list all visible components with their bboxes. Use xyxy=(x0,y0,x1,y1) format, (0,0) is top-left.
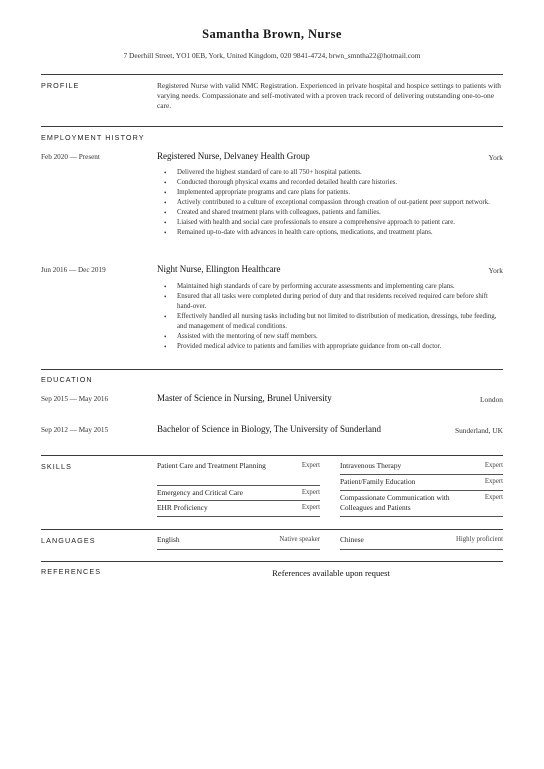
skill-underline xyxy=(340,474,503,475)
skill-name: Intravenous Therapy xyxy=(340,461,402,470)
language-level: Native speaker xyxy=(279,536,320,543)
skill-level: Expert xyxy=(301,462,320,469)
language-underline xyxy=(340,549,503,550)
section-label-employment: EMPLOYMENT HISTORY xyxy=(41,133,145,142)
language-level: Highly proficient xyxy=(455,536,503,543)
language-name: Chinese xyxy=(340,535,364,544)
list-item: • Conducted thorough physical exams and recorded detailed health care histories. xyxy=(157,178,505,188)
language-name: English xyxy=(157,535,180,544)
education-dates: Sep 2012 — May 2015 xyxy=(41,426,109,434)
list-item: • Assisted with the mentoring of new staff members. xyxy=(157,332,505,342)
section-divider xyxy=(41,529,503,530)
skill-name: Patient Care and Treatment Planning xyxy=(157,461,266,470)
section-divider xyxy=(41,74,503,75)
skill-level: Expert xyxy=(484,462,503,469)
skill-underline xyxy=(157,516,320,517)
list-item: • Provided medical advice to patients and families with appropriate guidance from on-call doctor. xyxy=(157,342,505,352)
job-title: Registered Nurse, Delvaney Health Group xyxy=(157,151,310,161)
skill-level: Expert xyxy=(484,478,503,485)
education-dates: Sep 2015 — May 2016 xyxy=(41,395,109,403)
list-item: • Implemented appropriate programs and care plans for patients. xyxy=(157,188,505,198)
list-item: • Delivered the highest standard of care to all 750+ hospital patients. xyxy=(157,168,505,178)
skill-underline xyxy=(340,516,503,517)
list-item: • Liaised with health and social care professionals to ensure a comprehensive approach to patient care. xyxy=(157,218,505,228)
section-label-skills: SKILLS xyxy=(41,462,72,471)
section-divider xyxy=(41,561,503,562)
job-dates: Feb 2020 — Present xyxy=(41,153,100,161)
education-location: London xyxy=(480,395,503,404)
skill-underline xyxy=(157,485,320,486)
job-title: Night Nurse, Ellington Healthcare xyxy=(157,264,281,274)
list-item: • Maintained high standards of care by performing accurate assessments and implementing care plans. xyxy=(157,282,505,292)
job-bullets xyxy=(157,168,505,238)
list-item: • Effectively handled all nursing tasks including but not limited to distribution of medication, dressings, tube feeding, and management of medical conditions. xyxy=(157,312,505,332)
section-divider xyxy=(41,455,503,456)
skill-level: Expert xyxy=(484,494,503,501)
skill-level: Expert xyxy=(301,504,320,511)
skill-name: Patient/Family Education xyxy=(340,477,416,486)
section-label-languages: LANGUAGES xyxy=(41,536,96,545)
skill-level: Expert xyxy=(301,489,320,496)
education-title: Bachelor of Science in Biology, The University of Sunderland xyxy=(157,424,381,434)
list-item: • Remained up-to-date with advances in health care options, medications, and treatment plans. xyxy=(157,228,505,238)
language-underline xyxy=(157,549,320,550)
education-title: Master of Science in Nursing, Brunel University xyxy=(157,393,332,403)
profile-summary: Registered Nurse with valid NMC Registration. Experienced in private hospital and hospice settings to patients with varying needs. Compassionate and self-motivated with a proven track record of delivering outstanding one-to-one care. xyxy=(157,81,502,111)
job-bullets xyxy=(157,282,505,352)
section-divider xyxy=(41,126,503,127)
list-item: • Actively contributed to a culture of exceptional compassion through creation of out-patient peer support network. xyxy=(157,198,505,208)
skill-name: Emergency and Critical Care xyxy=(157,488,243,497)
skill-name: Compassionate Communication with Colleagues and Patients xyxy=(340,493,450,513)
list-item: • Created and shared treatment plans with colleagues, patients and families. xyxy=(157,208,505,218)
contact-info: 7 Deerhill Street, YO1 0EB, York, United Kingdom, 020 9841-4724, brwn_smntha22@hotmail.com xyxy=(123,51,421,60)
job-location: York xyxy=(488,153,503,162)
skill-underline xyxy=(157,500,320,501)
job-dates: Jun 2016 — Dec 2019 xyxy=(41,266,106,274)
section-divider xyxy=(41,369,503,370)
job-location: York xyxy=(488,266,503,275)
section-label-education: EDUCATION xyxy=(41,375,93,384)
list-item: • Ensured that all tasks were completed during period of duty and that residents received required care before shift hand-over. xyxy=(157,292,505,312)
skill-underline xyxy=(340,490,503,491)
section-label-references: REFERENCES xyxy=(41,567,102,576)
references-note: References available upon request xyxy=(272,568,390,578)
section-label-profile: PROFILE xyxy=(41,81,80,90)
skill-name: EHR Proficiency xyxy=(157,503,208,512)
candidate-name: Samantha Brown, Nurse xyxy=(202,27,342,41)
education-location: Sunderland, UK xyxy=(454,426,503,435)
